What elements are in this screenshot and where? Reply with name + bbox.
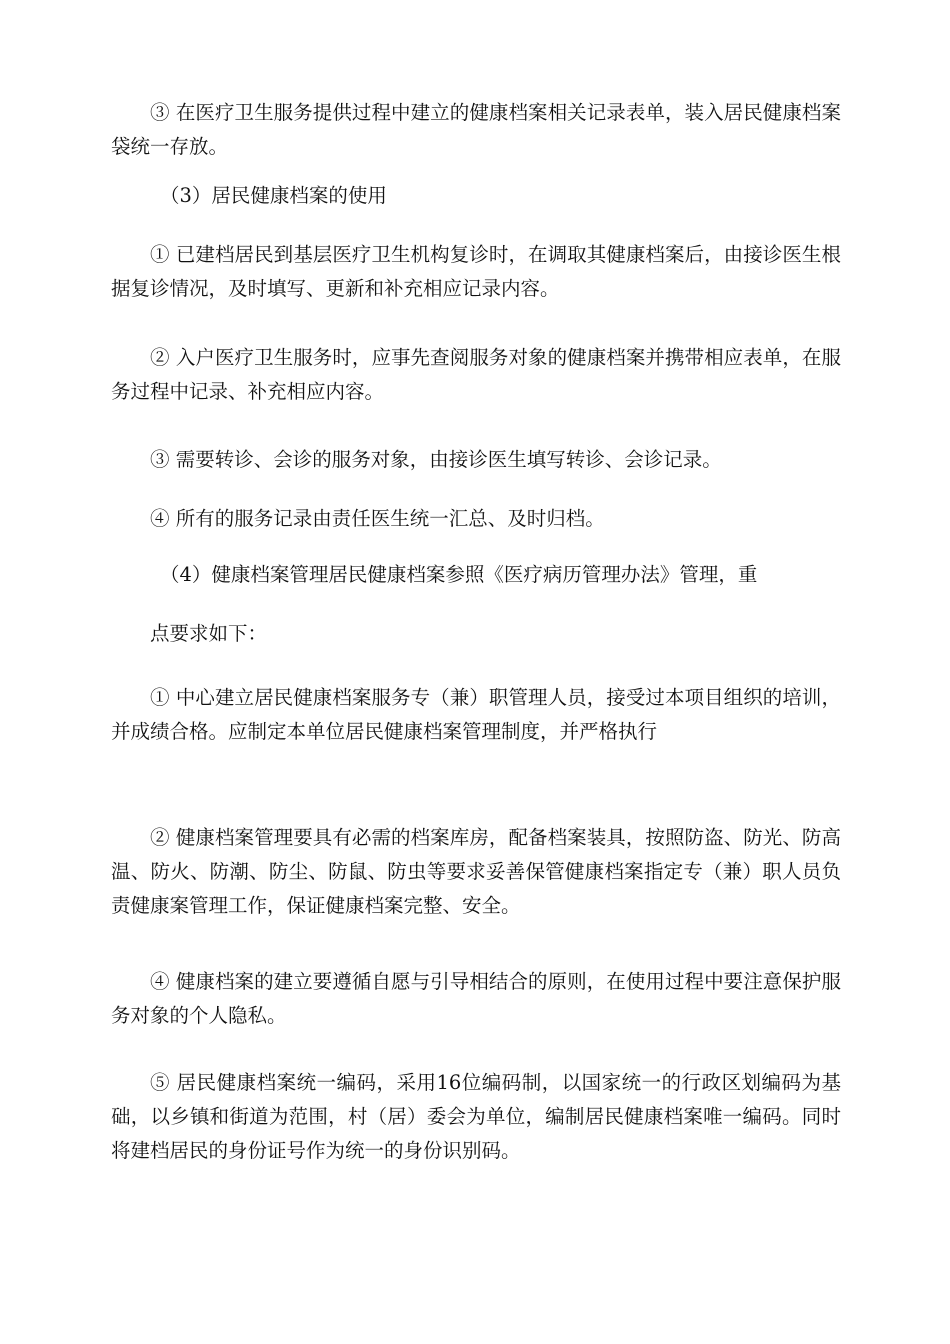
paragraph-item-4-privacy: ④ 健康档案的建立要遵循自愿与引导相结合的原则，在使用过程中要注意保护服务对象的个人隐私。 [111,970,841,1027]
paragraph-item-5-coding: ⑤ 居民健康档案统一编码，采用16位编码制，以国家统一的行政区划编码为基础，以乡镇和街道为范围，村（居）委会为单位，编制居民健康档案唯一编码。同时将建档居民的身份证号作为统一的身份识别码。 [111,1071,841,1162]
paragraph-item-3-referral: ③ 需要转诊、会诊的服务对象，由接诊医生填写转诊、会诊记录。 [150,448,722,471]
paragraph-item-4-archive: ④ 所有的服务记录由责任医生统一汇总、及时归档。 [150,507,605,530]
paragraph-item-1-staff: ① 中心建立居民健康档案服务专（兼）职管理人员，接受过本项目组织的培训，并成绩合格。应制定本单位居民健康档案管理制度，并严格执行 [111,686,841,743]
paragraph-item-3-storage: ③ 在医疗卫生服务提供过程中建立的健康档案相关记录表单，装入居民健康档案袋统一存放。 [111,101,841,158]
paragraph-item-2-storage-room: ② 健康档案管理要具有必需的档案库房，配备档案装具，按照防盗、防光、防高温、防火、防潮、防尘、防鼠、防虫等要求妥善保管健康档案指定专（兼）职人员负责健康案管理工作，保证健康档案完整、安全。 [111,826,841,917]
section-heading-management-cont: 点要求如下： [150,622,268,645]
paragraph-item-2-home-service: ② 入户医疗卫生服务时，应事先查阅服务对象的健康档案并携带相应表单，在服务过程中记录、补充相应内容。 [111,346,841,403]
section-heading-usage: （3）居民健康档案的使用 [160,184,387,207]
paragraph-item-1-revisit: ① 已建档居民到基层医疗卫生机构复诊时，在调取其健康档案后，由接诊医生根据复诊情况，及时填写、更新和补充相应记录内容。 [111,243,841,300]
section-heading-management: （4）健康档案管理居民健康档案参照《医疗病历管理办法》管理，重 [160,563,758,586]
